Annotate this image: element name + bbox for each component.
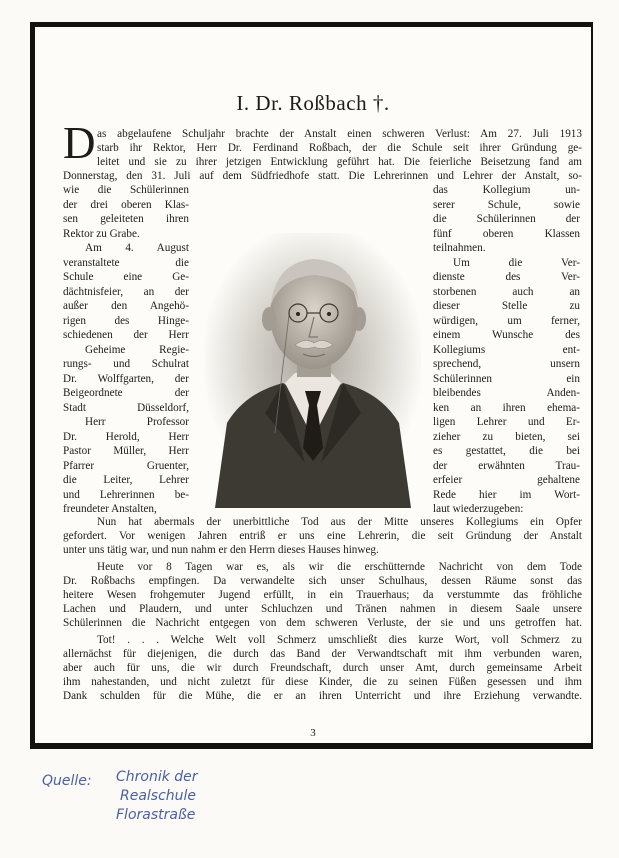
right-column-line: würdigen, um ferner, [433, 314, 580, 327]
right-column-line: ligen Lehrer und Er- [433, 416, 580, 428]
page-title: I. Dr. Roßbach †. [236, 91, 390, 115]
page-number: 3 [310, 727, 316, 739]
left-column-line: außer den Angehö- [63, 300, 189, 312]
left-column-line: Pfarrer Gruenter, [63, 459, 189, 472]
right-column-line: storbenen auch an [433, 285, 580, 298]
right-column-line: Rede hier im Wort- [433, 488, 580, 501]
left-column-line: Pastor Müller, Herr [63, 445, 189, 457]
right-column-line: dieser Stelle zu [433, 300, 580, 312]
left-column-line: wie die Schülerinnen [63, 184, 189, 196]
body-line: Lachen und Plaudern, und unter Schluchzen und Tränen nahmen in diesem Saale unsere [63, 603, 582, 615]
right-column-line: Kollegiums ent- [433, 343, 580, 356]
left-column-line: rungs- und Schulrat [63, 358, 189, 370]
left-column-line: Geheime Regie- [85, 343, 189, 356]
left-column-line: rigen des Hinge- [63, 314, 189, 327]
drop-cap: D [63, 118, 96, 168]
right-column-line: Um die Ver- [453, 256, 580, 269]
left-column-line: Am 4. August [85, 242, 189, 254]
right-column-line: es gestattet, die bei [433, 445, 580, 457]
body-line: Heute vor 8 Tagen war es, als wir die erschütternde Nachricht von dem Tode [97, 561, 582, 573]
right-column-line: einem Wunsche des [433, 329, 580, 341]
right-column-line: das Kollegium un- [433, 184, 580, 196]
left-column-line: und Lehrerinnen be- [63, 488, 189, 501]
left-column-line: der drei oberen Klas- [63, 198, 189, 211]
note-line: Realschule [120, 788, 197, 804]
body-line: unter uns tätig war, und nun nahm er den Herrn dieses Hauses hinweg. [63, 544, 379, 556]
left-column-line: Dr. Wolffgarten, der [63, 372, 189, 385]
handwritten-source-note [38, 762, 278, 842]
body-line: Dr. Roßbachs empfingen. Da verwandelte sich unser Schulhaus, dessen Räume sonst das [63, 575, 582, 587]
note-line: Quelle: [42, 773, 92, 789]
left-column-line: dächtnisfeier, an der [63, 285, 189, 298]
right-column-line: serer Schule, sowie [433, 198, 580, 211]
intro-line: Donnerstag, den 31. Juli auf dem Südfriedhofe statt. Die Lehrerinnen und Lehrer der Anstalt, so- [63, 170, 582, 182]
left-column-line: veranstaltete die [63, 256, 189, 269]
left-column-line: Rektor zu Grabe. [63, 227, 140, 240]
left-column-line: freundeter Anstalten, [63, 503, 157, 515]
body-line: aber auch für uns, die wir durch Freundschaft, durch unser Amt, durch gemeinsame Arbeit [63, 662, 582, 674]
left-column-line: Stadt Düsseldorf, [63, 401, 189, 414]
right-column-line: teilnahmen. [433, 242, 486, 254]
right-column-line: dienste des Ver- [433, 271, 580, 283]
left-column-line: Dr. Herold, Herr [63, 430, 189, 443]
body-line: Nun hat abermals der unerbittliche Tod aus der Mitte unseres Kollegiums ein Opfer [97, 516, 582, 528]
right-column-line: die Schülerinnen der [433, 213, 580, 225]
right-column-line: sprechend, unsern [433, 358, 580, 370]
note-line: Chronik der [116, 769, 198, 785]
left-column-line: Schule eine Ge- [63, 271, 189, 283]
body-line: gefordert. Vor wenigen Jahren entriß er uns eine Lehrerin, die seit Gründung der Anstalt [63, 530, 582, 542]
left-column-line: schiedenen der Herr [63, 329, 189, 341]
left-column-line: Herr Professor [85, 416, 189, 428]
right-column-line: zieher zu bieten, sei [433, 430, 580, 443]
right-column-line: fünf oberen Klassen [433, 227, 580, 240]
body-line: ihm nahestanden, und nicht zuletzt für diese Kinder, die zu seinen Füßen gesessen und ihm [63, 676, 582, 688]
left-column-line: die Leiter, Lehrer [63, 474, 189, 486]
body-line: Tot! . . . Welche Welt voll Schmerz umschließt dies kurze Wort, voll Schmerz zu [97, 634, 582, 646]
body-line: Dank schulden für die Mühe, die er an ihren Unterricht und ihre Erziehung verwandte. [63, 690, 582, 702]
intro-line: as abgelaufene Schuljahr brachte der Anstalt einen schweren Verlust: Am 27. Juli 1913 [97, 128, 582, 140]
right-column-line: laut wiederzugeben: [433, 503, 524, 515]
body-line: heitere Wesen frohgemuter Jugend erfüllt, in ein Trauerhaus; da verstummte das fröhliche [63, 589, 582, 601]
right-column-line: bleibendes Anden- [433, 387, 580, 399]
portrait-photo [205, 233, 421, 508]
intro-line: starb ihr Rektor, Herr Dr. Ferdinand Roßbach, der die Schule seit ihrer Gründung ge- [97, 142, 582, 154]
right-column-line: ken an ihren ehema- [433, 401, 580, 414]
left-column-line: sen geleiteten ihren [63, 213, 189, 225]
body-line: Schülerinnen die Nachricht entgegen von dem schweren Verluste, der sie und uns getroffen hat. [63, 617, 582, 629]
right-column-line: erfeier gehaltene [433, 474, 580, 486]
right-column-line: der erwähnten Trau- [433, 459, 580, 472]
left-column-line: Beigeordnete der [63, 387, 189, 399]
right-column-line: Schülerinnen ein [433, 372, 580, 385]
body-line: allernächst für diejenigen, die durch das Band der Verwandtschaft mit ihm verbunden waren, [63, 648, 582, 660]
intro-line: leitet und sie zu ihrer jetzigen Entwicklung geführt hat. Die feierliche Beisetzung fand am [97, 156, 582, 168]
note-line: Florastraße [116, 807, 196, 823]
document-page [30, 22, 593, 749]
